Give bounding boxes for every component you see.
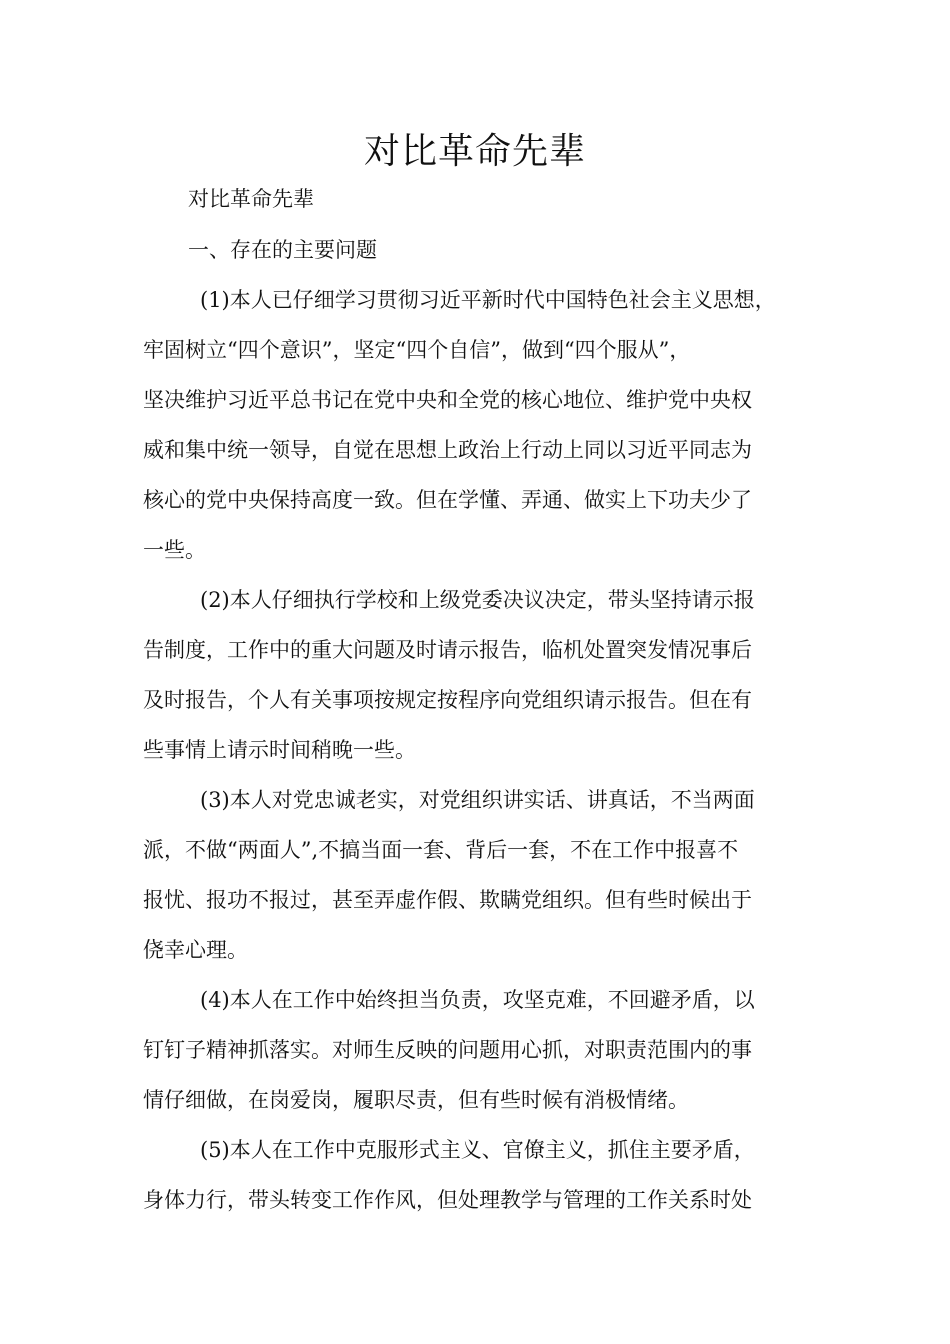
paragraph-line: (1)本人已仔细学习贯彻习近平新时代中国特色社会主义思想， xyxy=(200,288,776,312)
section-heading: 一、存在的主要问题 xyxy=(188,238,377,262)
paragraph-line: 牢固树立“四个意识”，坚定“四个自信”，做到“四个服从”， xyxy=(143,338,691,362)
paragraph-3 xyxy=(143,775,833,975)
paragraph-line: (5)本人在工作中克服形式主义、官僚主义，抓住主要矛盾， xyxy=(200,1138,755,1162)
paragraph-4 xyxy=(143,975,833,1125)
paragraph-line: 报忧、报功不报过，甚至弄虚作假、欺瞒党组织。但有些时候出于 xyxy=(143,888,752,912)
paragraph-line: 核心的党中央保持高度一致。但在学懂、弄通、做实上下功夫少了 xyxy=(143,488,752,512)
paragraph-line: 情仔细做，在岗爱岗，履职尽责，但有些时候有消极情绪。 xyxy=(143,1088,689,1112)
paragraph-line: 一些。 xyxy=(143,538,206,562)
paragraph-line: 身体力行，带头转变工作作风，但处理教学与管理的工作关系时处 xyxy=(143,1188,752,1212)
paragraph-line: 钉钉子精神抓落实。对师生反映的问题用心抓，对职责范围内的事 xyxy=(143,1038,752,1062)
paragraph-5 xyxy=(143,1125,833,1225)
paragraph-1 xyxy=(143,275,833,575)
paragraph-line: (4)本人在工作中始终担当负责，攻坚克难，不回避矛盾，以 xyxy=(200,988,755,1012)
paragraph-line: 威和集中统一领导，自觉在思想上政治上行动上同以习近平同志为 xyxy=(143,438,752,462)
paragraph-line: 告制度，工作中的重大问题及时请示报告，临机处置突发情况事后 xyxy=(143,638,752,662)
paragraph-line: 些事情上请示时间稍晚一些。 xyxy=(143,738,416,762)
paragraph-2 xyxy=(143,575,833,775)
document-subtitle: 对比革命先辈 xyxy=(188,187,314,211)
paragraph-line: 派，不做“两面人”,不搞当面一套、背后一套，不在工作中报喜不 xyxy=(143,838,739,862)
paragraph-line: 及时报告，个人有关事项按规定按程序向党组织请示报告。但在有 xyxy=(143,688,752,712)
paragraph-line: (3)本人对党忠诚老实，对党组织讲实话、讲真话，不当两面 xyxy=(200,788,755,812)
paragraph-line: 侥幸心理。 xyxy=(143,938,248,962)
document-title: 对比革命先辈 xyxy=(363,131,586,172)
paragraph-line: 坚决维护习近平总书记在党中央和全党的核心地位、维护党中央权 xyxy=(143,388,752,412)
paragraph-line: (2)本人仔细执行学校和上级党委决议决定，带头坚持请示报 xyxy=(200,588,755,612)
